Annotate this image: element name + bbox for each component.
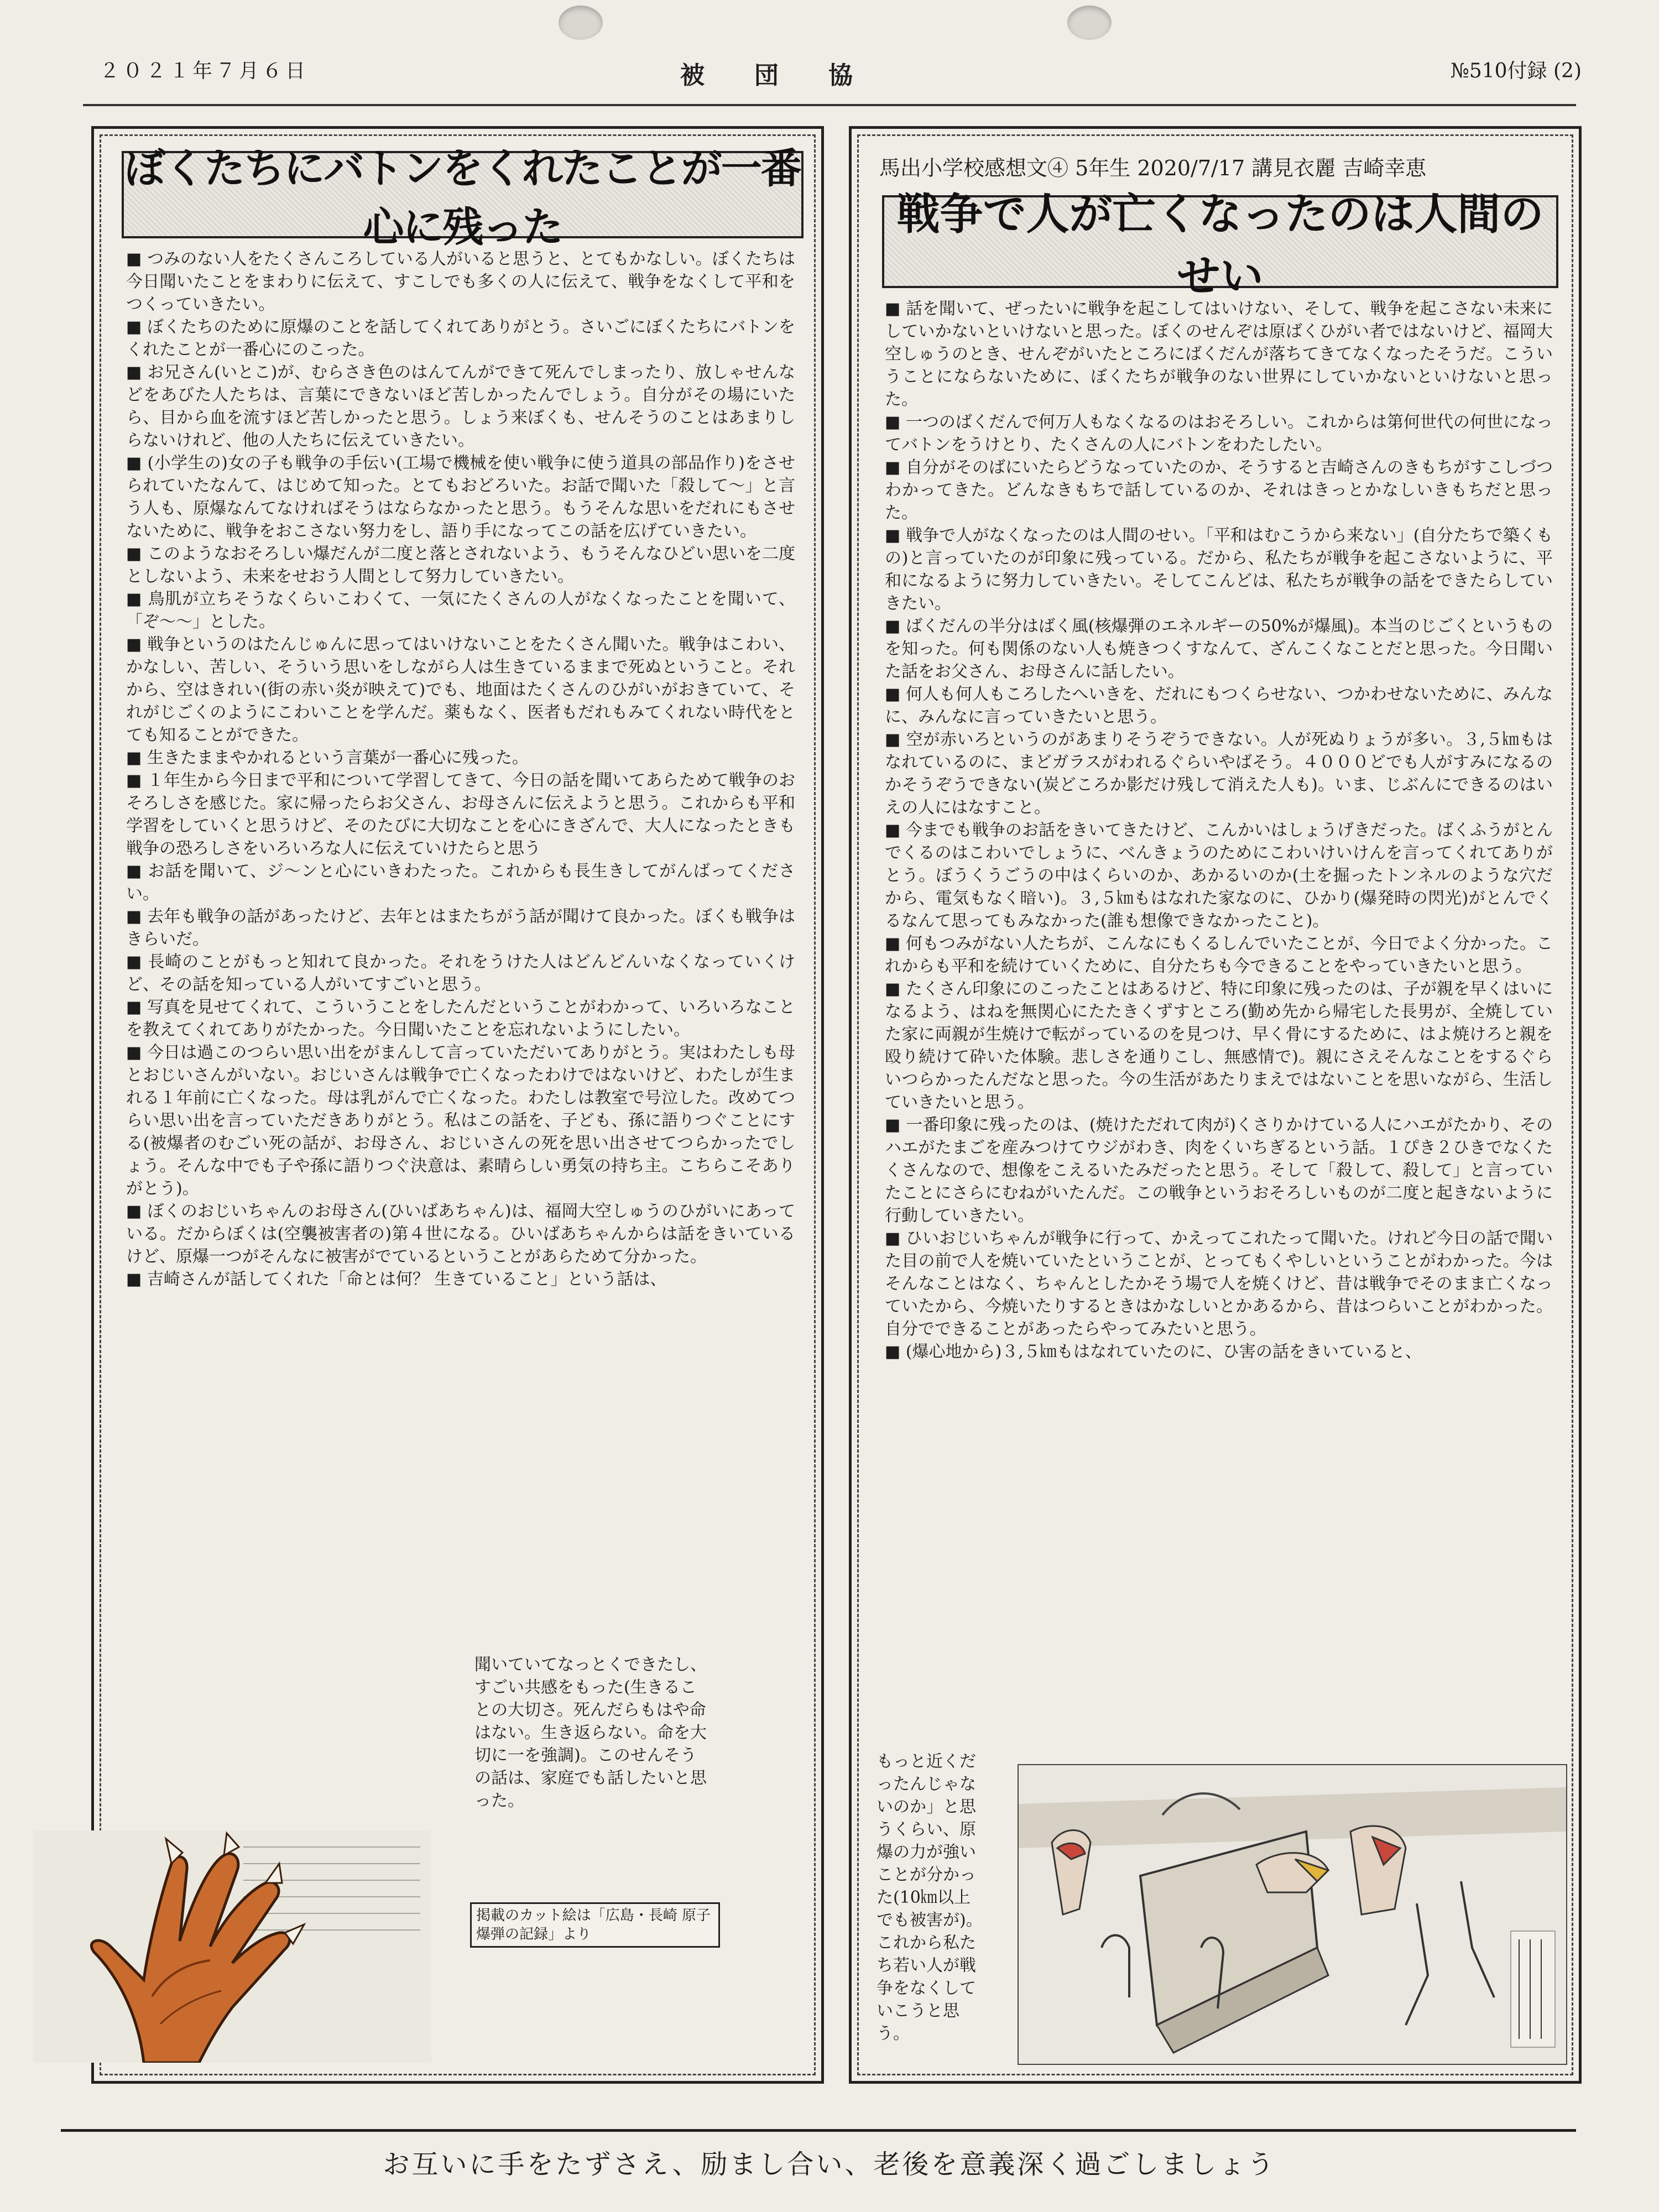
right-article-body [885,298,1553,1363]
left-article-body [126,248,795,1291]
paragraph: ■ ばくだんの半分はばく風(核爆弾のエネルギーの50%が爆風)。本当のじごくというものを知った。何も関係のない人も焼きつくすなんて、ざんこくなことだと思った。今日聞いた話をお父さん、お母さんに話したい。 [885,615,1553,683]
paragraph: ■ お話を聞いて、ジ～ンと心にいきわたった。これからも長生きしてがんばってください。 [126,860,795,905]
paragraph: ■ ひいおじいちゃんが戦争に行って、かえってこれたって聞いた。けれど今日の話で聞いた目の前で人を焼いていたということが、とってもくやしいということがわかった。今はそんなことはなく、ちゃんとしたかそう場で人を焼くけど、昔は戦争でそのまま亡くなっていたから、今焼いたりするときはかなしいとかあるから、昔はつらいことがわかった。自分でできることがあったらやってみたいと思う。 [885,1227,1553,1340]
header-rule [83,104,1576,106]
footer-motto: お互いに手をたずさえ、励まし合い、老後を意義深く過ごしましょう [383,2149,1276,2180]
paragraph: ■ 写真を見せてくれて、こういうことをしたんだということがわかって、いろいろなことを教えてくれてありがたかった。今日聞いたことを忘れないようにしたい。 [126,996,795,1041]
paragraph: ■ 長崎のことがもっと知れて良かった。それをうけた人はどんどんいなくなっていくけど、その話を知っている人がいてすごいと思う。 [126,951,795,996]
paragraph: ■ ぼくたちのために原爆のことを話してくれてありがとう。さいごにぼくたちにバトンをくれたことが一番心にのこった。 [126,316,795,361]
paragraph: ■ 話を聞いて、ぜったいに戦争を起こしてはいけない、そして、戦争を起こさない未来にしていかないといけないと思った。ぼくのせんぞは原ばくひがい者ではないけど、福岡大空しゅうのとき、せんぞがいたところにばくだんが落ちてきてなくなったそうだ。こういうことにならないために、ぼくたちが戦争のない世界にしていかないといけないと思った。 [885,298,1553,411]
paragraph: ■ 自分がそのばにいたらどうなっていたのか、そうすると吉崎さんのきもちがすこしづつわかってきた。どんなきもちで話しているのか、それはきっとかなしいきもちだと思った。 [885,456,1553,524]
paragraph: ■ お兄さん(いとこ)が、むらさき色のはんてんができて死んでしまったり、放しゃせんなどをあびた人たちは、言葉にできないほど苦しかったんでしょう。自分がその場にいたら、目から血を流すほど苦しかったと思う。しょう来ぼくも、せんそうのことはあまりしらないけれど、他の人たちに伝えていきたい。 [126,361,795,452]
binder-hole [1067,6,1112,40]
header-date: ２０２１年７月６日 [100,60,309,82]
left-article [91,126,824,2084]
paragraph: ■ 一番印象に残ったのは、(焼けただれて肉が)くさりかけている人にハエがたかり、そのハエがたまごを産みつけてウジがわき、肉をくいちぎるという話。１ぴき２ひきでなくたくさんなので、想像をこえるいたみだったと思う。そして「殺して、殺して」と言っていたことにさらにむねがいたんだ。この戦争というおそろしいものが二度と起きないように行動していきたい。 [885,1114,1553,1227]
footer-rule [61,2129,1576,2132]
paragraph: ■ (爆心地から)３,５㎞もはなれていたのに、ひ害の話をきいていると、 [885,1340,1553,1363]
paragraph: ■ 鳥肌が立ちそうなくらいこわくて、一気にたくさんの人がなくなったことを聞いて、「ぞ～～」とした。 [126,588,795,633]
paragraph: ■ 何もつみがない人たちが、こんなにもくるしんでいたことが、今日でよく分かった。これからも平和を続けていくために、自分たちも今できることをやっていきたいと思う。 [885,932,1553,978]
page-header [100,55,1582,94]
paragraph: ■ 去年も戦争の話があったけど、去年とはまたちがう話が聞けて良かった。ぼくも戦争はきらいだ。 [126,905,795,951]
binder-hole [559,6,603,40]
paragraph: ■ 今日は過このつらい思い出をがまんして言っていただいてありがとう。実はわたしも母とおじいさんがいない。おじいさんは戦争で亡くなったわけではないけど、わたしが生まれる１年前に亡くなった。母は乳がんで亡くなった。わたしは教室で号泣した。改めてつらい思い出を言っていただきありがとう。私はこの話を、子ども、孫に語りつぐことにする(被爆者のむごい死の話が、お母さん、おじいさんの死を思い出させてつらかったでしょう。そんな中でも子や孫に語りつぐ決意は、素晴らしい勇気の持ち主。こちらこそありがとう)。 [126,1041,795,1200]
burned-hand-illustration [33,1830,431,2063]
paragraph: ■ このようなおそろしい爆だんが二度と落とされないよう、もうそんなひどい思いを二度としないよう、未来をせおう人間として努力していきたい。 [126,542,795,588]
paragraph: ■ つみのない人をたくさんころしている人がいると思うと、とてもかなしい。ぼくたちは今日聞いたことをまわりに伝えて、すこしでも多くの人に伝えて、戦争をなくして平和をつくっていきたい。 [126,248,795,316]
war-scene-illustration [1018,1764,1567,2065]
paragraph: ■ (小学生の)女の子も戦争の手伝い(工場で機械を使い戦争に使う道具の部品作り)をさせられていたなんて、はじめて知った。とてもおどろいた。お話で聞いた「殺して～」と言う人も、原爆なんてなければそうはならなかったと思う。もうそんな思いをだれにもさせないために、戦争をおこさない努力をし、語り手になってこの話を広げていきたい。 [126,452,795,542]
paragraph: ■ 生きたままやかれるという言葉が一番心に残った。 [126,747,795,769]
header-title: 被団協 [680,61,902,90]
paragraph: ■ たくさん印象にのこったことはあるけど、特に印象に残ったのは、子が親を早くはいになるよう、はねを無関心にたたきくずすところ(勤め先から帰宅した長男が、全焼していた家に両親が生焼けで転がっているのを見つけ、早く骨にするために、はよ焼けろと親を殴り続けて砕いた体験。悲しさを通りこし、無感情で)。親にさえそんなことをするぐらいつらかったんだなと思った。今の生活があたりまえではないことを思いながら、生活していきたいと思う。 [885,978,1553,1114]
right-byline: 馬出小学校感想文④ 5年生 2020/7/17 講見衣麗 吉崎幸恵 [879,156,1427,180]
paragraph: ■ 吉崎さんが話してくれた「命とは何？ 生きていること」という話は、 [126,1268,795,1291]
paragraph: ■ 戦争というのはたんじゅんに思ってはいけないことをたくさん聞いた。戦争はこわい、かなしい、苦しい、そういう思いをしながら人は生きているままで死ぬということ。それから、空はきれい(街の赤い炎が映えて)でも、地面はたくさんのひがいがおきていて、それがじごくのようにこわいことを学んだ。薬もなく、医者もだれもみてくれない時代をとても知ることができた。 [126,633,795,747]
header-issue: №510付録 (2) [1450,60,1582,82]
paragraph: ■ 今までも戦争のお話をきいてきたけど、こんかいはしょうげきだった。ばくふうがとんでくるのはこわいでしょうに、べんきょうのためにこわいけいけんを言ってくれてありがとう。ぼうくうごうの中はくらいのか、あかるいのか(土を掘ったトンネルのような穴だから、電気もなく暗い)。３,５㎞もはなれた家なのに、ひかり(爆発時の閃光)がとんでくるなんて思ってもみなかった(誰も想像できなかったこと)。 [885,819,1553,932]
left-headline: ぼくたちにバトンをくれたことが一番心に残った [122,151,804,238]
right-wrap-text: もっと近くだったんじゃないのか」と思うくらい、原爆の力が強いことが分かった(10㎞以上でも被害が)。これから私たち若い人が戦争をなくしていこうと思う。 [877,1752,983,2043]
paragraph: ■ １年生から今日まで平和について学習してきて、今日の話を聞いてあらためて戦争のおそろしさを感じた。家に帰ったらお父さん、お母さんに伝えようと思う。これからも平和学習をしていくと思うけど、そのたびに大切なことを心にきざんで、大人になったときも戦争の恐ろしさをいろいろな人に伝えていけたらと思う [126,769,795,860]
paragraph: ■ 空が赤いろというのがあまりそうぞうできない。人が死ぬりょうが多い。３,５㎞もはなれているのに、まどガラスがわれるぐらいやばそう。４０００どでも人がすみになるのかそうぞうできない(炭どころか影だけ残して消えた人も)。いま、じぶんにできるのはいえの人にはなすこと。 [885,728,1553,819]
illustration-caption: 掲載のカット絵は「広島・長崎 原子爆弾の記録」より [470,1902,720,1948]
paragraph: ■ 何人も何人もころしたへいきを、だれにもつくらせない、つかわせないために、みんなに、みんなに言っていきたいと思う。 [885,683,1553,728]
paragraph: ■ 戦争で人がなくなったのは人間のせい。「平和はむこうから来ない」(自分たちで築くもの)と言っていたのが印象に残っている。だから、私たちが戦争を起こさないように、平和になるように努力していきたい。そしてこんどは、私たちが戦争の話をできたらしていきたい。 [885,524,1553,615]
paragraph: ■ ぼくのおじいちゃんのお母さん(ひいばあちゃん)は、福岡大空しゅうのひがいにあっている。だからぼくは(空襲被害者の)第４世になる。ひいばあちゃんからは話をきいているけど、原爆一つがそんなに被害がでているということがあらためて分かった。 [126,1200,795,1268]
left-wrap-text: 聞いていてなっとくできたし、すごい共感をもった(生きることの大切さ。死んだらもはや命はない。生き返らない。命を大切に一を強調)。このせんそうの話は、家庭でも話したいと思った。 [474,1655,707,1811]
paragraph: ■ 一つのばくだんで何万人もなくなるのはおそろしい。これからは第何世代の何世になってバトンをうけとり、たくさんの人にバトンをわたしたい。 [885,411,1553,456]
right-headline: 戦争で人が亡くなったのは人間のせい [882,195,1558,288]
